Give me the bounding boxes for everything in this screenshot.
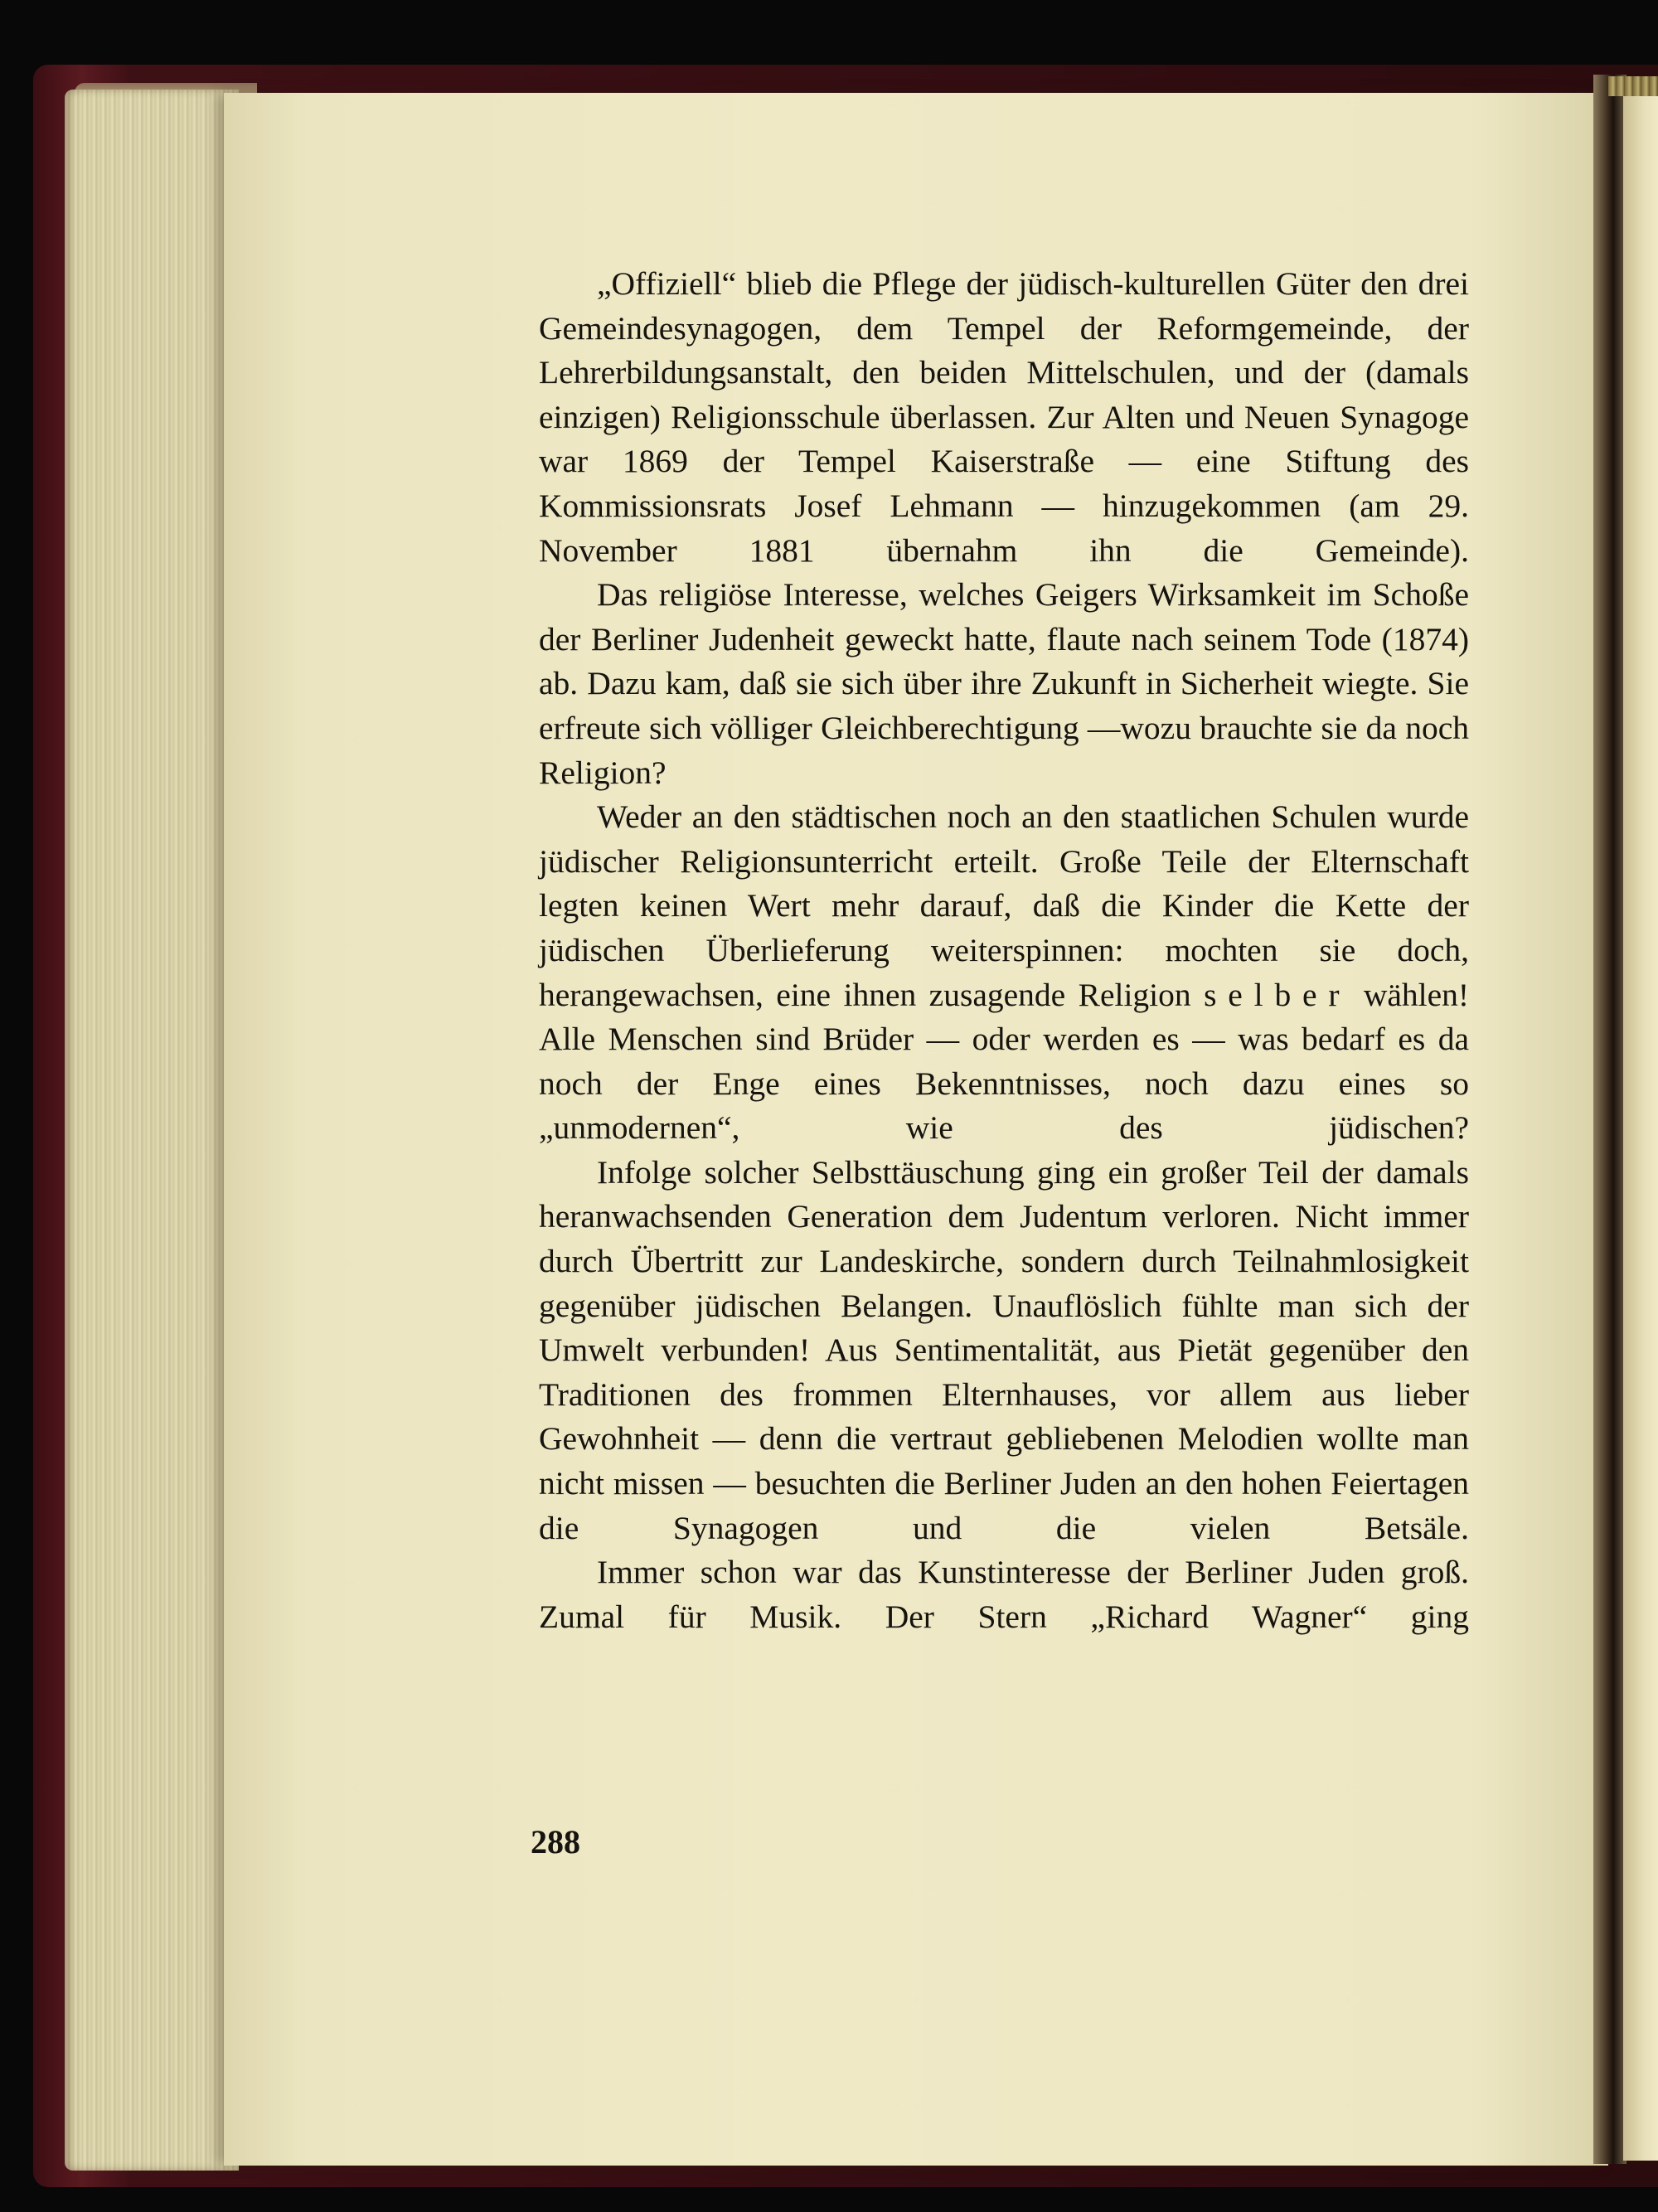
paragraph-text-after: wählen! Alle Menschen sind Brüder — oder werden es — was bedarf es da noch der Enge eines Bekenntnisses, noch dazu eines so „unmodernen“, wie des jüdischen? [539,976,1470,1147]
paragraph-text-before: Weder an den städtischen noch an den staatlichen Schulen wurde jüdischer Religionsunterricht erteilt. Große Teile der Elternschaft legten keinen Wert mehr darauf, daß die Kinder die Kette der jüdischen Überlieferung weiterspinnen: mochten sie doch, herangewachsen, eine ihnen zusagende Religion [539,798,1469,1013]
emphasized-word: selber [1204,976,1351,1013]
book-gutter [1593,75,1626,2164]
paragraph: Das religiöse Interesse, welches Geigers Wirksamkeit im Schoße der Berliner Judenheit geweckt hatte, flaute nach seinem Tode (1874) ab. Dazu kam, daß sie sich über ihre Zukunft in Sicherheit wiegte. Sie erfreute sich völliger Gleichberechtigung —wozu brauchte sie da noch Religion? [539,576,1469,791]
paragraph: Immer schon war das Kunstinteresse der Berliner Juden groß. Zumal für Musik. Der Stern „Richard Wagner“ ging [539,1554,1469,1635]
paragraph: Infolge solcher Selbsttäuschung ging ein großer Teil der damals heranwachsenden Generation dem Judentum verloren. Nicht immer durch Übertritt zur Landeskirche, sondern durch Teilnahmlosigkeit gegenüber jüdischen Belangen. Unauflöslich fühlte man sich der Umwelt verbunden! Aus Sentimentalität, aus Pietät gegenüber den Traditionen des frommen Elternhauses, vor allem aus lieber Gewohnheit — denn die vertraut gebliebenen Melodien wollte man nicht missen — besuchten die Berliner Juden an den hohen Feiertagen die Synagogen und die vielen Betsäle. [539,1153,1469,1546]
paragraph [539,795,1469,1151]
headband [1608,76,1658,96]
paragraph: „Offiziell“ blieb die Pflege der jüdisch-kulturellen Güter den drei Gemeindesynagogen, dem Tempel der Reformgemeinde, der Lehrerbildungsanstalt, den beiden Mittelschulen, und der (damals einzigen) Religionsschule überlassen. Zur Alten und Neuen Synagoge war 1869 der Tempel Kaiserstraße — eine Stiftung des Kommissionsrats Josef Lehmann — hinzugekommen (am 29. November 1881 übernahm ihn die Gemeinde). [539,265,1469,569]
page-number: 288 [531,1823,580,1860]
page-stack-edge [65,90,239,2171]
facing-page-edge [1623,80,1658,2161]
body-text [539,262,1469,1639]
